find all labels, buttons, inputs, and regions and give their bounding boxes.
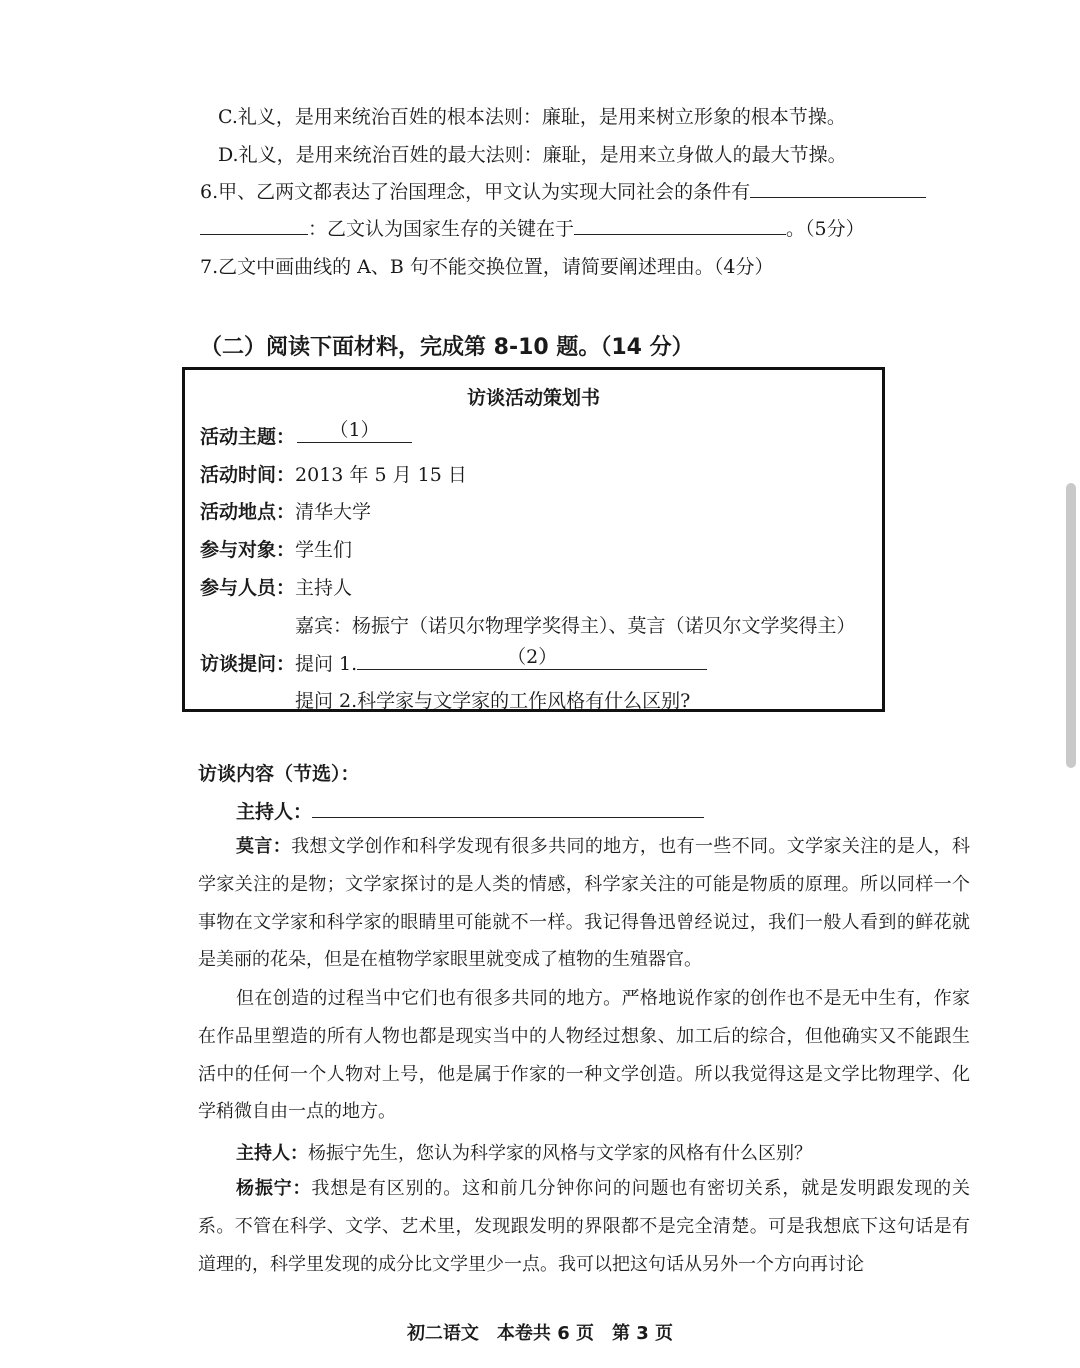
time-label: 活动时间： — [200, 464, 296, 486]
plan-target-row — [200, 535, 352, 562]
answer-blank-1[interactable] — [297, 419, 412, 443]
plan-guests: 嘉宾：杨振宁（诺贝尔物理学奖得主）、莫言（诺贝尔文学奖得主） — [295, 615, 856, 637]
moyan-paragraph — [198, 828, 970, 979]
host-row — [236, 797, 704, 824]
yang-paragraph — [198, 1170, 970, 1283]
paragraph-2: 但在创造的过程当中它们也有很多共同的地方。严格地说作家的创作也不是无中生有，作家在作品里塑造的所有人物也都是现实当中的人物经过想象、加工后的综合，但他确实又不能跟生活中的任何一个人物对上号，他是属于作家的一种文学创造。所以我觉得这是文学比物理学、化学稍微自由一点的地方。 — [198, 988, 970, 1123]
question-label: 访谈提问： — [200, 653, 296, 675]
answer-blank-6b[interactable] — [200, 214, 308, 235]
people-label: 参与人员： — [200, 577, 296, 599]
host2-label: 主持人： — [236, 1143, 308, 1164]
plan-theme-row — [200, 419, 412, 449]
option-c: C.礼义，是用来统治百姓的根本法则：廉耻，是用来树立形象的根本节操。 — [218, 106, 846, 128]
place-label: 活动地点： — [200, 501, 296, 523]
plan-place-row — [200, 497, 371, 524]
answer-blank-2[interactable] — [357, 646, 707, 670]
answer-blank-6c[interactable] — [574, 214, 786, 235]
question-6-score: 。（5分） — [786, 218, 865, 240]
option-d: D.礼义，是用来统治百姓的最大法则：廉耻，是用来立身做人的最大节操。 — [218, 144, 847, 166]
section-2-title: （二）阅读下面材料，完成第 8-10 题。（14 分） — [200, 335, 694, 360]
moyan-text: 我想文学创作和科学发现有很多共同的地方，也有一些不同。文学家关注的是人，科学家关注的是物；文学家探讨的是人类的情感，科学家关注的可能是物质的原理。所以同样一个事物在文学家和科学家的眼睛里可能就不一样。我记得鲁迅曾经说过，我们一般人看到的鲜花就是美丽的花朵，但是在植物学家眼里就变成了植物的生殖器官。 — [198, 836, 970, 971]
host-question — [236, 1139, 812, 1165]
plan-title: 访谈活动策划书 — [466, 387, 600, 409]
time-value: 2013 年 5 月 15 日 — [295, 464, 467, 486]
question-6-line1 — [200, 177, 926, 204]
question-1-prefix: 提问 1. — [295, 653, 358, 675]
interview-heading: 访谈内容（节选）： — [198, 763, 360, 785]
target-label: 参与对象： — [200, 539, 296, 561]
target-value: 学生们 — [295, 539, 353, 561]
plan-box — [182, 367, 885, 712]
plan-people-row — [200, 573, 352, 600]
answer-blank-host[interactable] — [312, 797, 704, 818]
scrollbar-thumb[interactable] — [1066, 483, 1076, 768]
answer-blank-6a[interactable] — [750, 177, 926, 198]
people-value: 主持人 — [295, 577, 353, 599]
blank-2-marker: （2） — [507, 646, 558, 668]
theme-label: 活动主题： — [200, 426, 296, 448]
plan-question-row — [200, 646, 707, 676]
page-footer: 初二语文 本卷共 6 页 第 3 页 — [406, 1323, 674, 1344]
plan-question-2: 提问 2.科学家与文学家的工作风格有什么区别? — [295, 690, 691, 712]
plan-time-row — [200, 460, 467, 487]
place-value: 清华大学 — [295, 501, 372, 523]
question-6-text: 6.甲、乙两文都表达了治国理念，甲文认为实现大同社会的条件有 — [200, 181, 751, 203]
question-6-line2 — [200, 214, 865, 241]
host2-text: 杨振宁先生，您认为科学家的风格与文学家的风格有什么区别？ — [308, 1143, 812, 1164]
blank-1-marker: （1） — [329, 419, 380, 441]
host-label: 主持人： — [236, 801, 313, 823]
moyan-label: 莫言： — [236, 836, 292, 857]
yang-text: 我想是有区别的。这和前几分钟你问的问题也有密切关系，就是发明跟发现的关系。不管在科学、文学、艺术里，发现跟发明的界限都不是完全清楚。可是我想底下这句话是有道理的，科学里发现的成分比文学里少一点。我可以把这句话从另外一个方向再讨论 — [198, 1178, 971, 1275]
yang-label: 杨振宁： — [236, 1178, 312, 1199]
question-7: 7.乙文中画曲线的 A、B 句不能交换位置，请简要阐述理由。（4分） — [200, 256, 774, 278]
question-6-text-2: ：乙文认为国家生存的关键在于 — [308, 218, 575, 240]
